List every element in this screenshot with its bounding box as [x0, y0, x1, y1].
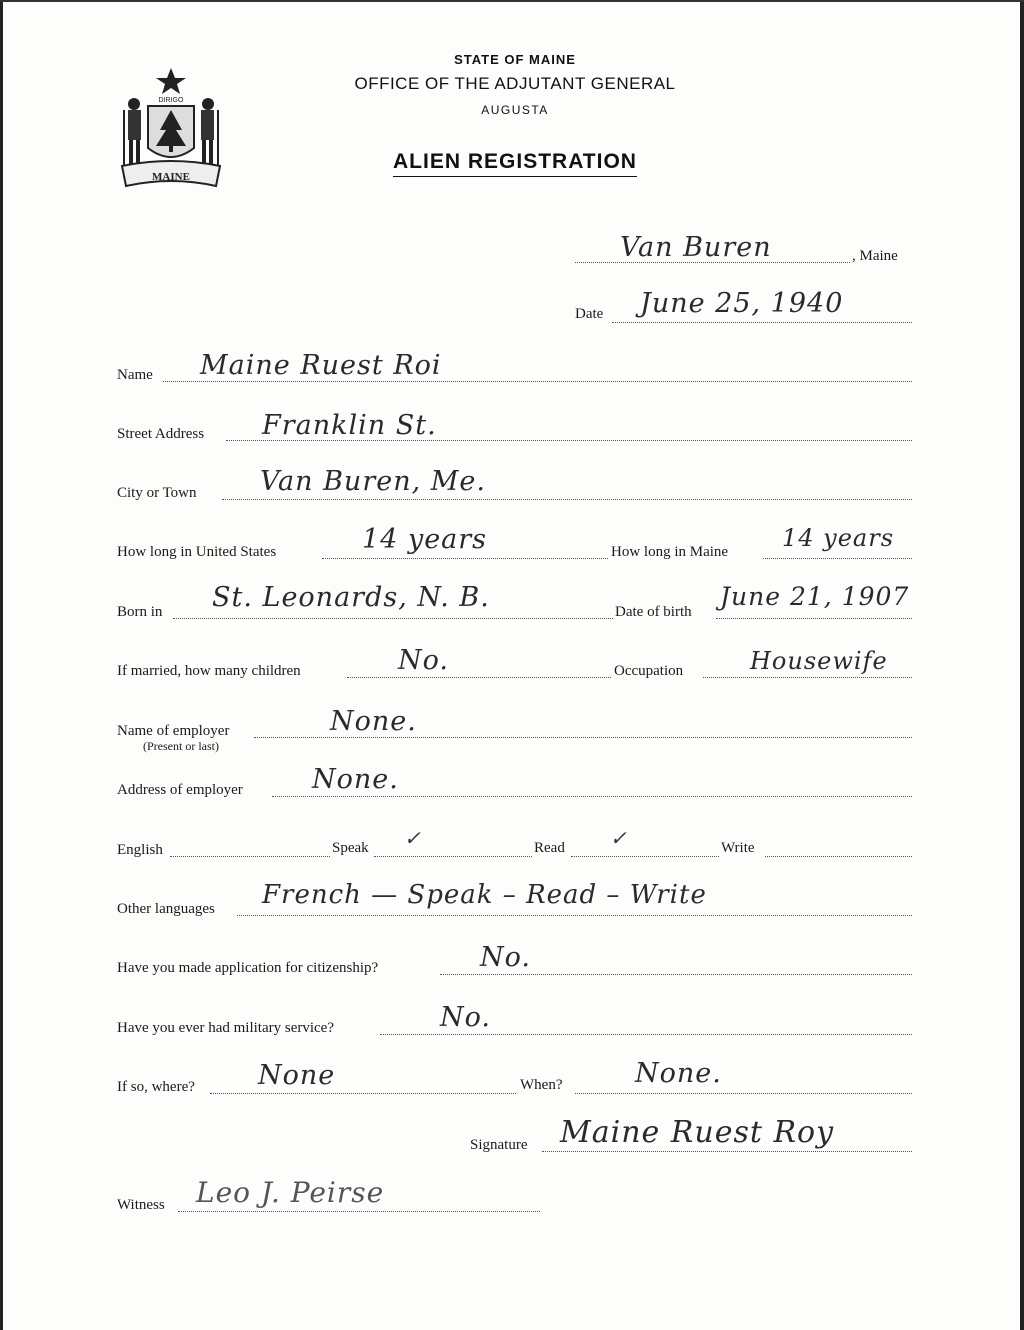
english-label: English — [117, 842, 163, 858]
svg-text:DIRIGO: DIRIGO — [158, 97, 184, 104]
signature-value[interactable]: Maine Ruest Roy — [560, 1115, 835, 1150]
date-of-birth-value[interactable]: June 21, 1907 — [720, 582, 910, 611]
children-line — [347, 677, 611, 678]
military-value[interactable]: No. — [440, 1002, 491, 1033]
other-languages-value[interactable]: French — Speak – Read – Write — [262, 880, 707, 910]
name-value[interactable]: Maine Ruest Roi — [200, 350, 442, 381]
where-line — [210, 1093, 516, 1094]
employer-name-value[interactable]: None. — [330, 706, 417, 737]
witness-label: Witness — [117, 1197, 165, 1213]
header-state: STATE OF MAINE — [454, 52, 576, 67]
name-label: Name — [117, 367, 153, 383]
when-value[interactable]: None. — [635, 1058, 722, 1089]
employer-address-value[interactable]: None. — [312, 764, 399, 795]
employer-address-label: Address of employer — [117, 782, 243, 798]
form-title: ALIEN REGISTRATION — [336, 150, 694, 177]
page-border-top — [0, 0, 1024, 2]
page-border-right — [1020, 0, 1024, 1330]
date-of-birth-line — [716, 618, 912, 619]
header-city: AUGUSTA — [481, 103, 549, 117]
other-languages-label: Other languages — [117, 901, 215, 917]
signature-label: Signature — [470, 1137, 528, 1153]
military-label: Have you ever had military service? — [117, 1020, 334, 1036]
read-line — [571, 856, 719, 857]
born-in-line — [173, 618, 613, 619]
speak-line — [374, 856, 532, 857]
other-languages-line — [237, 915, 912, 916]
occupation-value[interactable]: Housewife — [750, 647, 888, 675]
street-address-label: Street Address — [117, 426, 205, 442]
english-line — [170, 856, 330, 857]
speak-label: Speak — [332, 840, 369, 856]
employer-address-line — [272, 796, 912, 797]
name-line — [163, 381, 912, 382]
page-border-left — [0, 0, 3, 1330]
where-label: If so, where? — [117, 1079, 195, 1095]
how-long-us-value[interactable]: 14 years — [362, 524, 488, 555]
employer-name-line — [254, 737, 912, 738]
when-label: When? — [520, 1077, 563, 1093]
how-long-maine-value[interactable]: 14 years — [782, 524, 895, 552]
witness-line — [178, 1211, 540, 1212]
date-line — [612, 322, 912, 323]
signature-line — [542, 1151, 912, 1152]
occupation-label: Occupation — [614, 663, 684, 679]
occupation-line — [703, 677, 912, 678]
employer-name-label: Name of employer — [117, 723, 230, 739]
date-value[interactable]: June 25, 1940 — [640, 288, 844, 319]
children-value[interactable]: No. — [398, 645, 449, 676]
maine-state-seal — [116, 66, 226, 190]
header-office: OFFICE OF THE ADJUTANT GENERAL — [354, 74, 676, 93]
when-line — [575, 1093, 912, 1094]
street-address-value[interactable]: Franklin St. — [262, 410, 437, 441]
how-long-us-line — [322, 558, 608, 559]
date-label: Date — [575, 306, 604, 322]
citizenship-line — [440, 974, 912, 975]
write-label: Write — [721, 840, 755, 856]
write-line — [765, 856, 912, 857]
children-label: If married, how many children — [117, 663, 301, 679]
date-of-birth-label: Date of birth — [615, 604, 692, 620]
svg-text:MAINE: MAINE — [152, 171, 190, 183]
read-check[interactable]: ✓ — [610, 828, 627, 850]
witness-value[interactable]: Leo J. Peirse — [196, 1176, 385, 1209]
citizenship-label: Have you made application for citizenship? — [117, 960, 379, 976]
read-label: Read — [534, 840, 565, 856]
where-value[interactable]: None — [258, 1060, 336, 1091]
born-in-label: Born in — [117, 604, 163, 620]
city-label: City or Town — [117, 485, 197, 501]
city-line — [222, 499, 912, 500]
city-value[interactable]: Van Buren, Me. — [260, 466, 486, 497]
how-long-maine-label: How long in Maine — [611, 544, 729, 560]
how-long-maine-line — [763, 558, 912, 559]
speak-check[interactable]: ✓ — [404, 828, 421, 850]
born-in-value[interactable]: St. Leonards, N. B. — [212, 582, 490, 613]
citizenship-value[interactable]: No. — [480, 942, 531, 973]
maine-suffix: , Maine — [852, 248, 898, 264]
employer-note: (Present or last) — [143, 739, 219, 753]
military-line — [380, 1034, 912, 1035]
town-value[interactable]: Van Buren — [620, 232, 772, 263]
how-long-us-label: How long in United States — [117, 544, 277, 560]
